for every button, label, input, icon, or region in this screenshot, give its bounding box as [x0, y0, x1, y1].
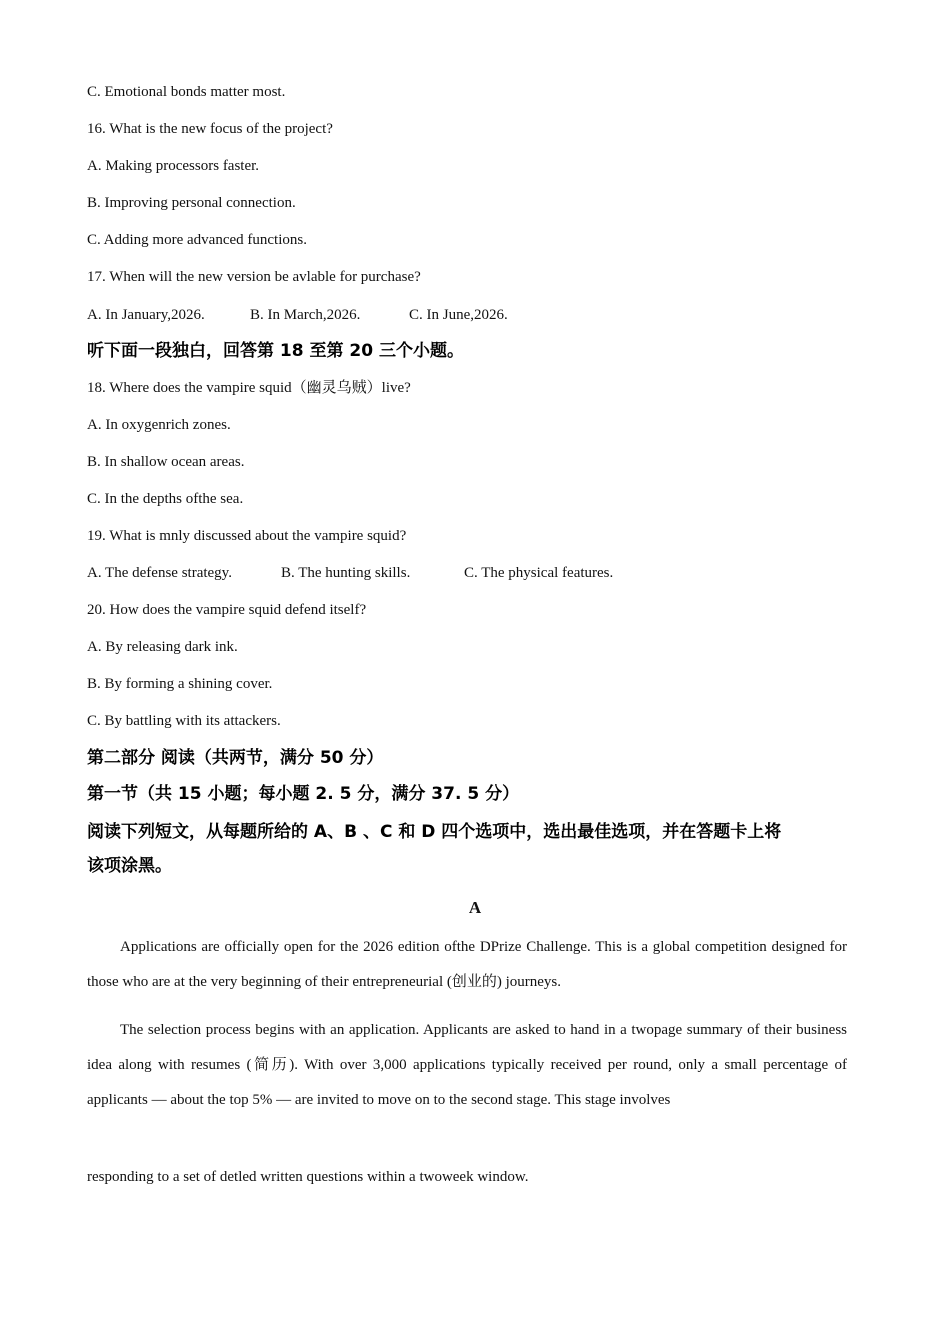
q15-option-c: C. Emotional bonds matter most. — [87, 84, 286, 100]
q19-options — [87, 563, 613, 583]
part2-heading: 第二部分 阅读（共两节，满分 50 分） — [87, 748, 384, 768]
q18-option-a: A. In oxygenrich zones. — [87, 417, 231, 433]
passage-label: A — [468, 898, 482, 917]
passage-paragraph-1: Applications are officially open for the 2026 edition ofthe DPrize Challenge. This is a global competition designed for those who are at the very beginning of their entrepreneurial (创业的) journeys. — [87, 939, 847, 990]
q18-option-b: B. In shallow ocean areas. — [87, 454, 245, 470]
q16-question: 16. What is the new focus of the project? — [87, 121, 333, 137]
reading-instructions-line1: 阅读下列短文，从每题所给的 A、B 、C 和 D 四个选项中，选出最佳选项，并在答题卡上将 — [87, 822, 782, 842]
q20-option-c: C. By battling with its attackers. — [87, 713, 281, 729]
passage-paragraph-3: responding to a set of detled written questions within a twoweek window. — [87, 1169, 529, 1185]
section1-heading: 第一节（共 15 小题；每小题 2. 5 分，满分 37. 5 分） — [87, 784, 520, 804]
q17-option-b: B. In March,2026. — [250, 307, 361, 323]
passage-paragraph-2: The selection process begins with an application. Applicants are asked to hand in a twopage summary of their business idea along with resumes (简历). With over 3,000 applications typically received per round, only a small percentage of applicants — about the top 5% — are invited to move on to the second stage. This stage involves — [87, 1022, 847, 1108]
q19-option-c: C. The physical features. — [464, 565, 614, 581]
q20-question: 20. How does the vampire squid defend itself? — [87, 602, 367, 618]
q17-option-a: A. In January,2026. — [87, 307, 205, 323]
q17-option-c: C. In June,2026. — [409, 307, 508, 323]
q19-option-b: B. The hunting skills. — [281, 565, 411, 581]
q17-options — [87, 305, 508, 325]
q18-question: 18. Where does the vampire squid（幽灵乌贼）live? — [87, 380, 411, 396]
q16-option-a: A. Making processors faster. — [87, 158, 260, 174]
reading-instructions-line2: 该项涂黑。 — [87, 856, 172, 876]
q19-question: 19. What is mnly discussed about the vampire squid? — [87, 528, 407, 544]
q20-option-b: B. By forming a shining cover. — [87, 676, 273, 692]
q18-option-c: C. In the depths ofthe sea. — [87, 491, 244, 507]
q16-option-b: B. Improving personal connection. — [87, 195, 296, 211]
monologue-section-heading: 听下面一段独白，回答第 18 至第 20 三个小题。 — [87, 341, 464, 361]
q16-option-c: C. Adding more advanced functions. — [87, 232, 307, 248]
q20-option-a: A. By releasing dark ink. — [87, 639, 238, 655]
q17-question: 17. When will the new version be avlable for purchase? — [87, 269, 421, 285]
q19-option-a: A. The defense strategy. — [87, 565, 232, 581]
